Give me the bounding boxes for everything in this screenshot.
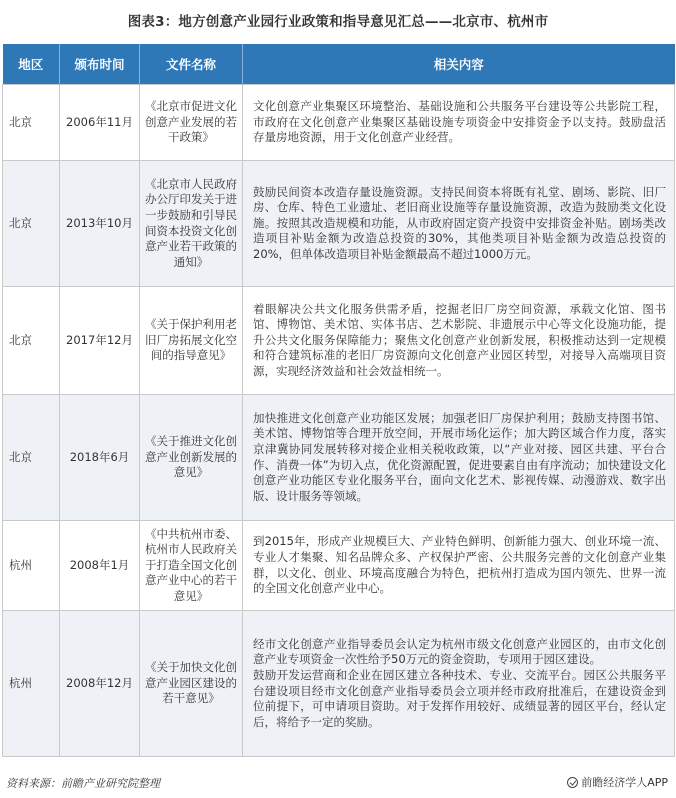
cell-date: 2008年12月 — [60, 611, 140, 757]
brand-logo-icon — [567, 777, 578, 788]
cell-date: 2008年1月 — [60, 521, 140, 611]
cell-date: 2018年6月 — [60, 395, 140, 521]
header-region: 地区 — [3, 44, 60, 85]
table-header-row — [3, 44, 675, 85]
cell-region: 北京 — [3, 85, 60, 161]
cell-content: 加快推进文化创意产业功能区发展；加强老旧厂房保护利用；鼓励支持图书馆、美术馆、博物馆等合理开放空间，开展市场化运作；加大跨区域合作力度，落实京津冀协同发展转移对接企业相关税收政策，以“产业对接、园区共建、平台合作、消费一体”为切入点，优化资源配置，促进要素自由有序流动；加快建设文化创意产业功能区专业化服务平台，面向文化艺术、影视传媒、动漫游戏、数字出版、设计服务等领域。 — [243, 395, 675, 521]
table-row — [3, 287, 675, 395]
cell-doc: 《北京市人民政府办公厅印发关于进一步鼓励和引导民间资本投资文化创意产业若干政策的通知》 — [140, 161, 243, 287]
cell-date: 2013年10月 — [60, 161, 140, 287]
table-row — [3, 161, 675, 287]
cell-doc: 《关于加快文化创意产业园区建设的若干意见》 — [140, 611, 243, 757]
cell-content: 到2015年，形成产业规模巨大、产业特色鲜明、创新能力强大、创业环境一流、专业人才集聚、知名品牌众多、产权保护严密、公共服务完善的文化创意产业集群，以文化、创业、环境高度融合为特色，把杭州打造成为国内领先、世界一流的全国文化创意产业中心。 — [243, 521, 675, 611]
cell-doc: 《关于推进文化创意产业创新发展的意见》 — [140, 395, 243, 521]
cell-doc: 《关于保护利用老旧厂房拓展文化空间的指导意见》 — [140, 287, 243, 395]
table-row — [3, 521, 675, 611]
table-row — [3, 395, 675, 521]
cell-content: 鼓励民间资本改造存量设施资源。支持民间资本将既有礼堂、剧场、影院、旧厂房、仓库、特色工业遗址、老旧商业设施等存量设施资源，改造为鼓励类文化设施。按照其改造规模和功能，从市政府固定资产投资中安排资金补贴。剧场类改造项目补贴金额为改造总投资的30%，其他类项目补贴金额为改造总投资的20%，但单体改造项目补贴金额最高不超过1000万元。 — [243, 161, 675, 287]
header-content: 相关内容 — [243, 44, 675, 85]
cell-date: 2017年12月 — [60, 287, 140, 395]
cell-region: 北京 — [3, 287, 60, 395]
table-row — [3, 611, 675, 757]
cell-region: 北京 — [3, 161, 60, 287]
credit-label: 前瞻经济学人APP — [581, 776, 668, 789]
header-date: 颁布时间 — [60, 44, 140, 85]
cell-region: 杭州 — [3, 611, 60, 757]
header-doc: 文件名称 — [140, 44, 243, 85]
page-title: 图表3：地方创意产业园行业政策和指导意见汇总——北京市、杭州市 — [127, 14, 549, 30]
table-row — [3, 85, 675, 161]
cell-content: 文化创意产业集聚区环境整治、基础设施和公共服务平台建设等公共影院工程，市政府在文化创意产业集聚区基础设施专项资金中安排资金予以支持。鼓励盘活存量房地资源，用于文化创意产业经营。 — [243, 85, 675, 161]
policy-table — [2, 44, 675, 757]
source-note: 资料来源：前瞻产业研究院整理 — [6, 777, 160, 790]
credit — [567, 774, 668, 790]
cell-region: 杭州 — [3, 521, 60, 611]
cell-content: 经市文化创意产业指导委员会认定为杭州市级文化创意产业园区的，由市文化创意产业专项资金一次性给予50万元的资金资助，专项用于园区建设。 鼓励开发运营商和企业在园区建立各种技术、专业、交流平台。园区公共服务平台建设项目经市文化创意产业指导委员会立项并经市政府批准后，在建设资金到位前提下，可申请项目资助。对于发挥作用较好、成绩显著的园区平台，经认定后，将给予一定的奖励。 — [243, 611, 675, 757]
cell-region: 北京 — [3, 395, 60, 521]
cell-doc: 《中共杭州市委、杭州市人民政府关于打造全国文化创意产业中心的若干意见》 — [140, 521, 243, 611]
cell-doc: 《北京市促进文化创意产业发展的若干政策》 — [140, 85, 243, 161]
cell-date: 2006年11月 — [60, 85, 140, 161]
cell-content: 着眼解决公共文化服务供需矛盾，挖掘老旧厂房空间资源，承载文化馆、图书馆、博物馆、美术馆、实体书店、艺术影院、非遗展示中心等文化设施功能，提升公共文化服务保障能力；聚焦文化创意产业创新发展，积极推动达到一定规模和符合建筑标准的老旧厂房资源向文化创意产业园区转型，对接导入高端项目资源，实现经济效益和社会效益相统一。 — [243, 287, 675, 395]
